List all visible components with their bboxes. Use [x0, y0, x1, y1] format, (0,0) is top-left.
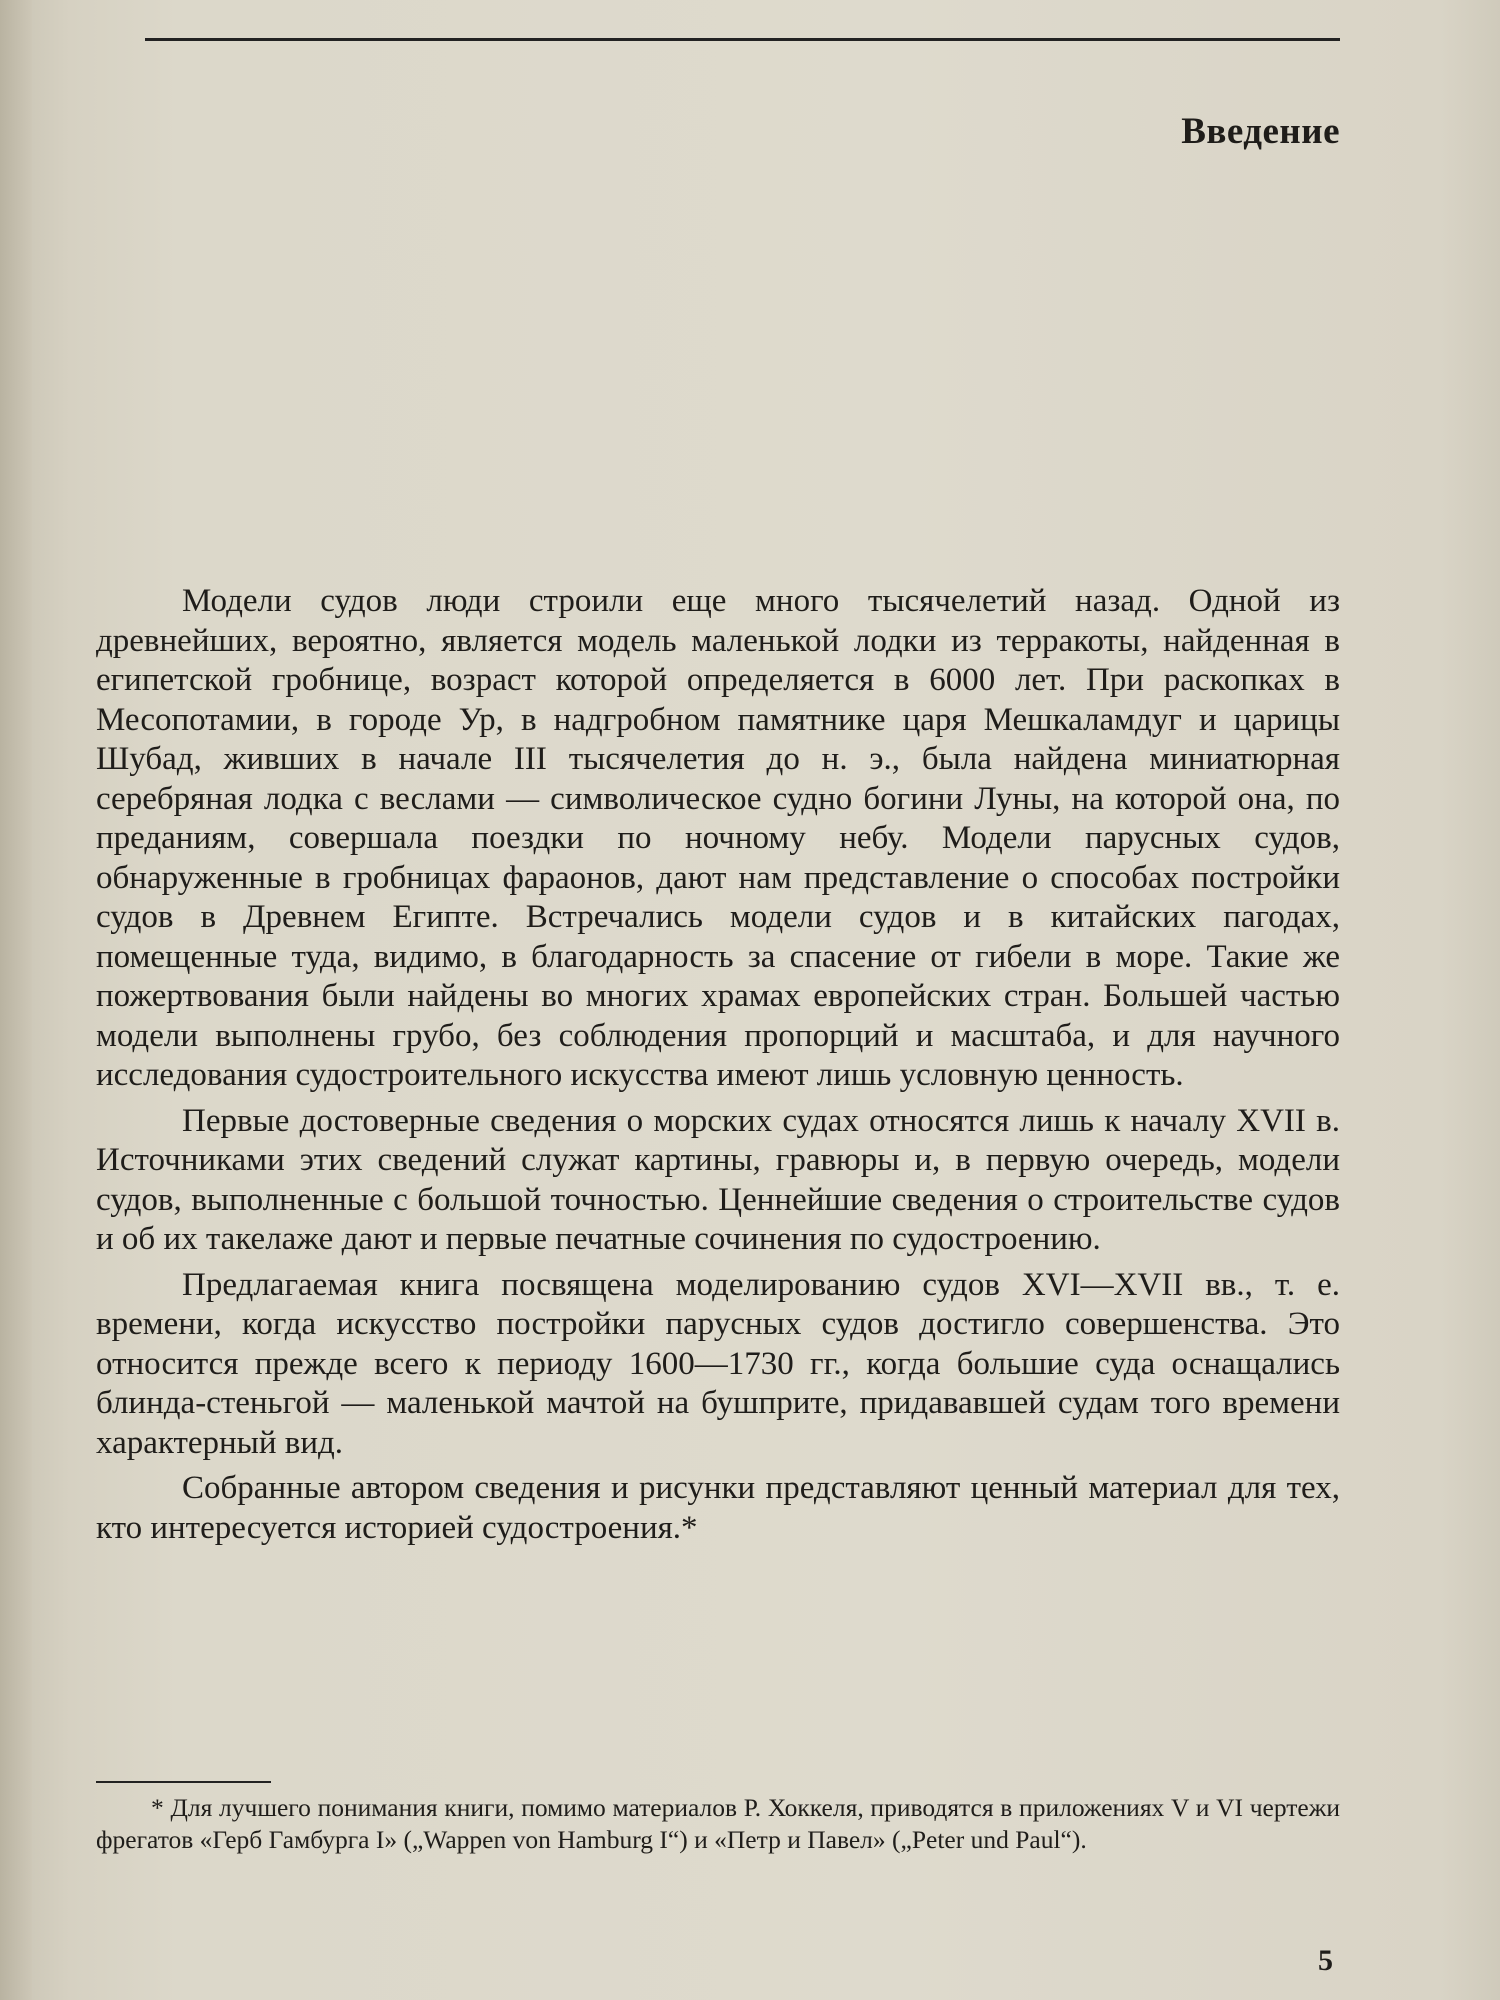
paragraph-1: Модели судов люди строили еще много тысячелетий назад. Одной из древнейших, вероятно, является модель маленькой лодки из терракоты, найденная в египетской гробнице, возраст которой определяется в 6000 лет. При раскопках в Месопотамии, в городе Ур, в надгробном памятнике царя Мешкаламдуг и царицы Шубад, живших в начале III тысячелетия до н. э., была найдена миниатюрная серебряная лодка с веслами — символическое судно богини Луны, на которой она, по преданиям, совершала поездки по ночному небу. Модели парусных судов, обнаруженные в гробницах фараонов, дают нам представление о способах постройки судов в Древнем Египте. Встречались модели судов и в китайских пагодах, помещенные туда, видимо, в благодарность за спасение от гибели в море. Такие же пожертвования были найдены во многих храмах европейских стран. Большей частью модели выполнены грубо, без соблюдения пропорций и масштаба, и для научного исследования судостроительного искусства имеют лишь условную ценность.	[96, 583, 1340, 1093]
paragraph-2: Первые достоверные сведения о морских судах относятся лишь к началу XVII в. Источниками этих сведений служат картины, гравюры и, в первую очередь, модели судов, выполненные с большой точностью. Ценнейшие сведения о строительстве судов и об их такелаже дают и первые печатные сочинения по судостроению.	[96, 1102, 1340, 1257]
body-text	[96, 582, 1340, 1548]
paragraph-4: Собранные автором сведения и рисунки представляют ценный материал для тех, кто интересуется историей судостроения.*	[96, 1470, 1340, 1546]
header-rule	[145, 38, 1340, 41]
page-binding-edge	[0, 0, 32, 2000]
chapter-heading: Введение	[1181, 111, 1340, 152]
page-number: 5	[1318, 1944, 1333, 1977]
footnote-rule	[96, 1781, 271, 1783]
footnote: * Для лучшего понимания книги, помимо материалов Р. Хоккеля, приводятся в приложениях V и VI чертежи фрегатов «Герб Гамбурга I» („Wappen von Hamburg I“) и «Петр и Павел» („Peter und Paul“).	[96, 1793, 1340, 1854]
paragraph-3: Предлагаемая книга посвящена моделированию судов XVI—XVII вв., т. е. времени, когда искусство постройки парусных судов достигло совершенства. Это относится прежде всего к периоду 1600—1730 гг., когда большие суда оснащались блинда-стеньгой — маленькой мачтой на бушприте, придававшей судам того времени характерный вид.	[96, 1266, 1340, 1461]
